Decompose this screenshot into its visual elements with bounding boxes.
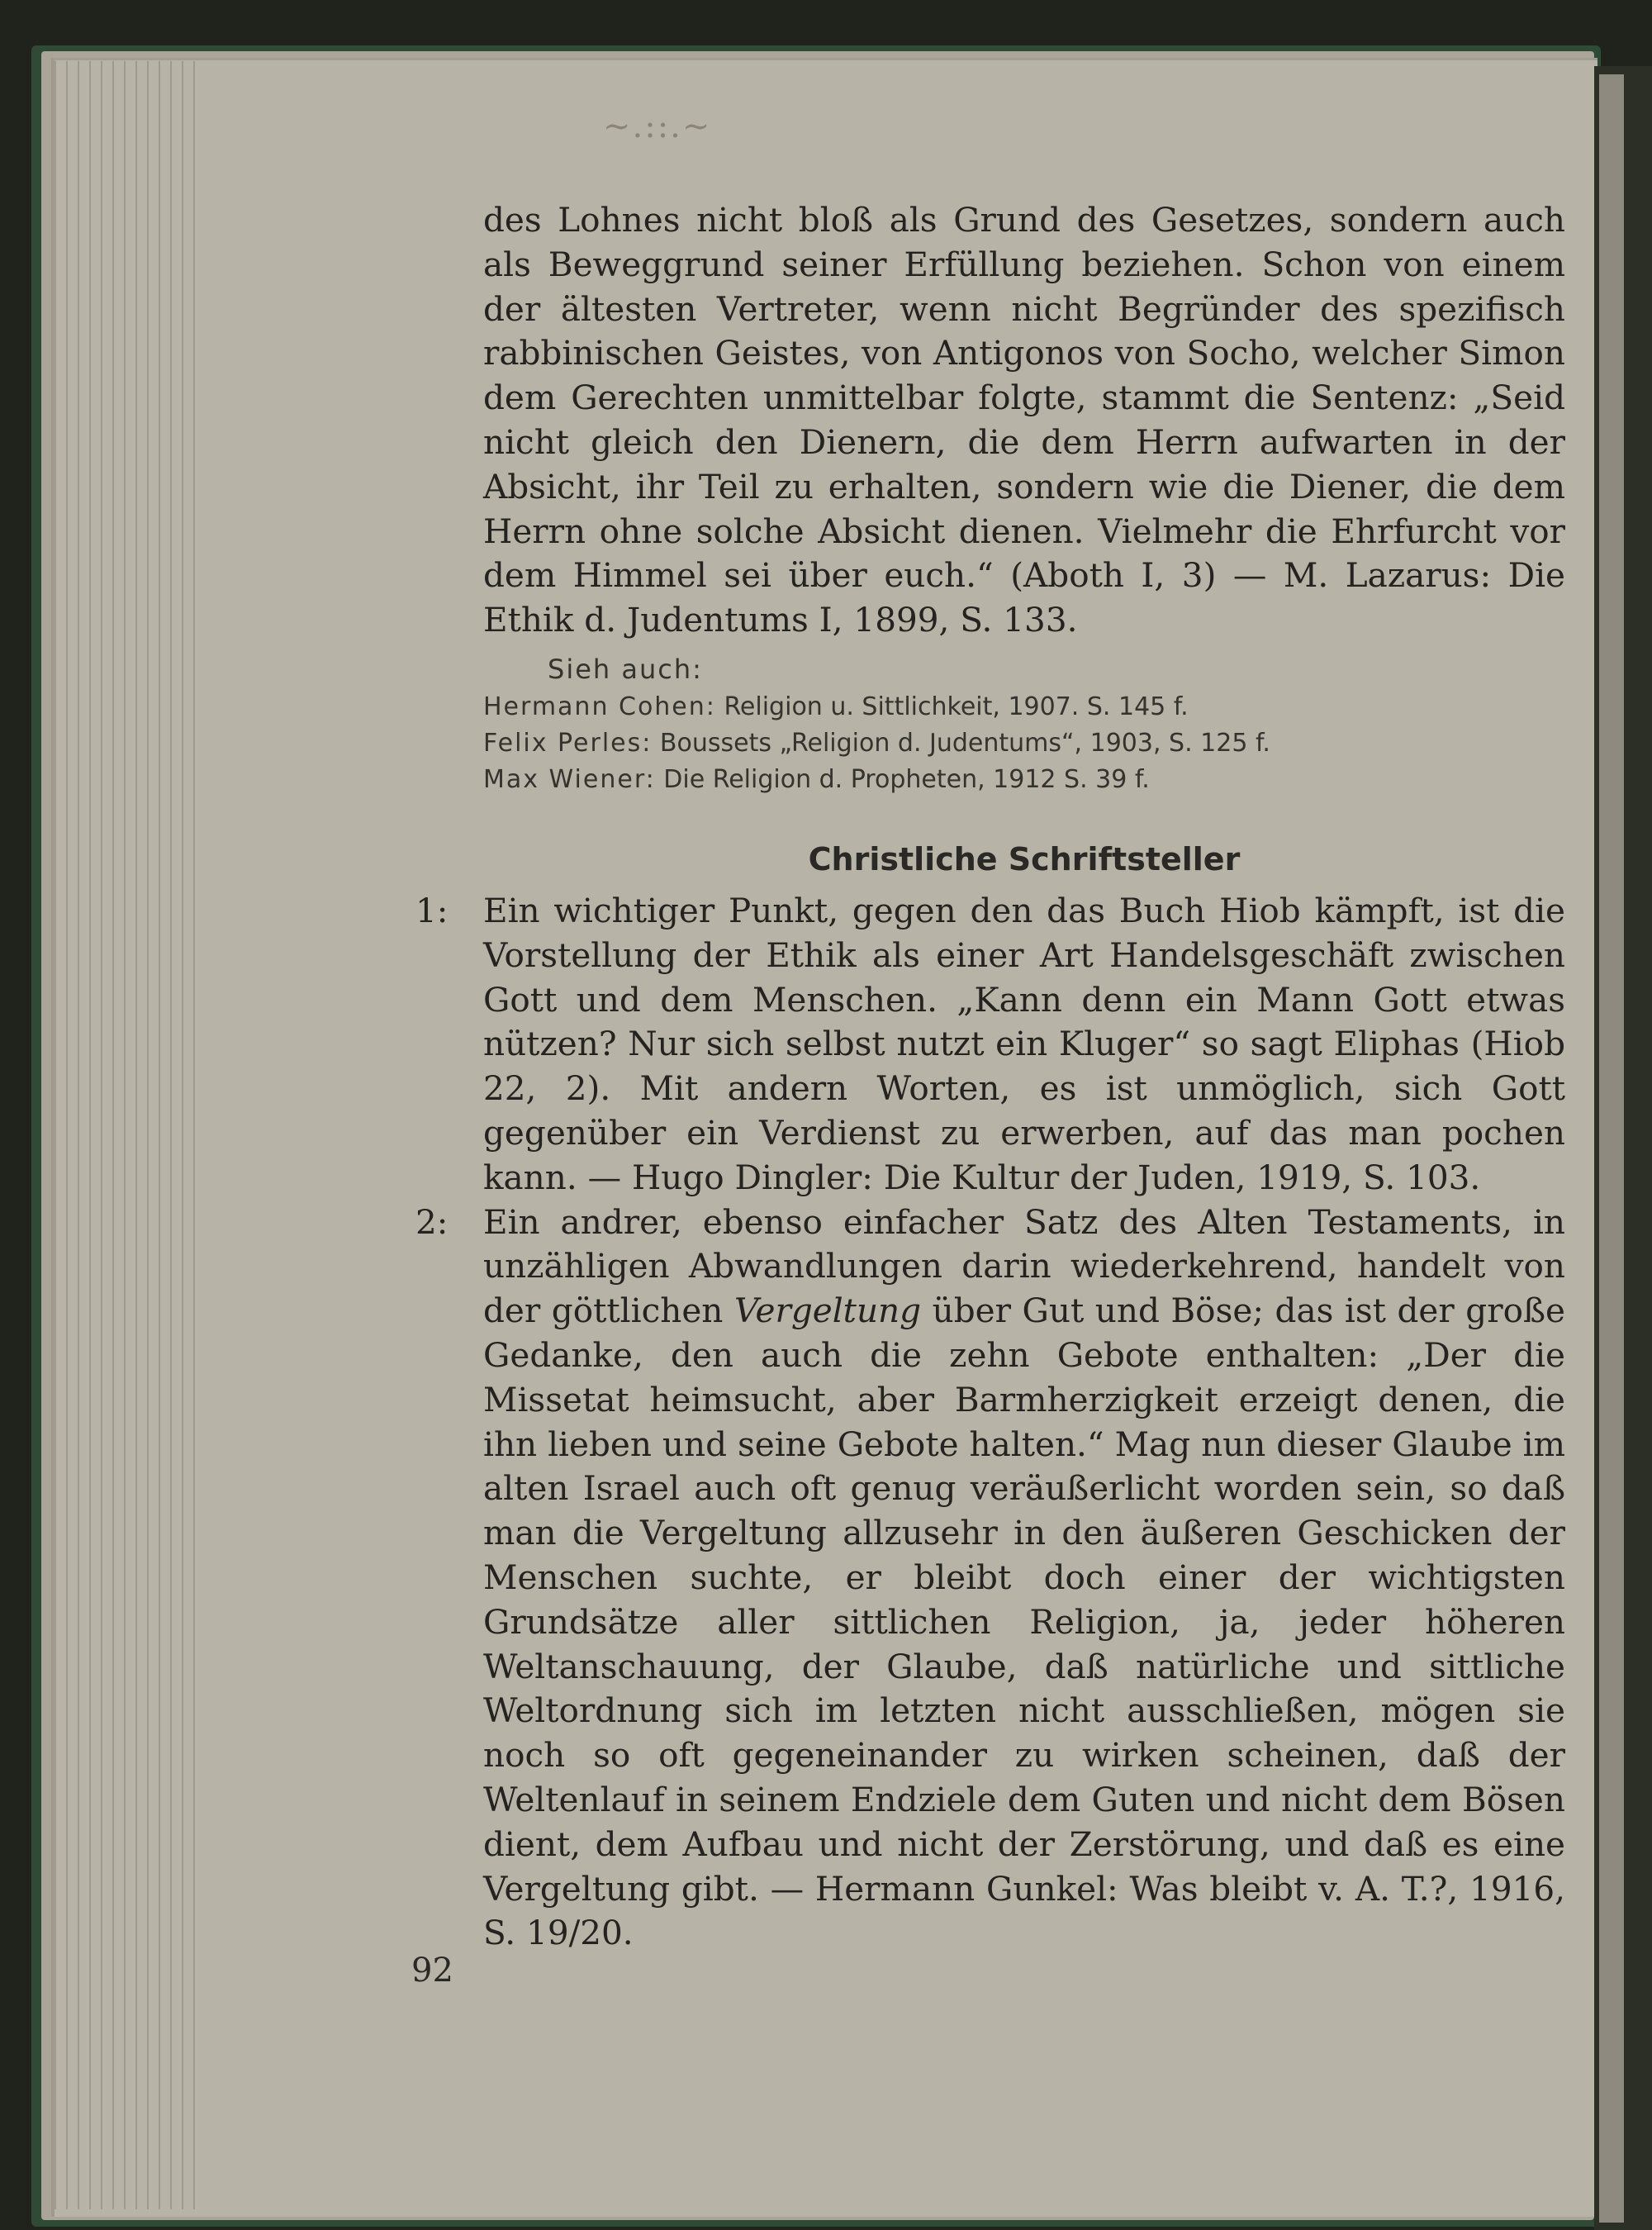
item-text-after: über Gut und Böse; das ist der große Gedanke, den auch die zehn Gebote enthalten: „Der die Missetat heimsucht, aber Barmherzigkeit erzeigt denen, die ihn lieben und seine Gebote halten.“ Mag nun dieser Glaube im alten Israel auch oft genug veräußerlicht worden sein, so daß man die Vergeltung allzusehr in den äußeren Geschicken der Menschen suchte, er bleibt doch einer der wichtigsten Grundsätze aller sittlichen Religion, ja, jeder höheren Weltanschauung, der Glaube, daß natürliche und sittliche Weltordnung sich im letzten nicht ausschließen, mögen sie noch so oft gegeneinander zu wirken scheinen, daß der Weltenlauf in seinem Endziele dem Guten und nicht dem Bösen dient, dem Aufbau und nicht der Zerstörung, und daß es eine Vergeltung gibt. — Hermann Gunkel: Was bleibt v. A. T.?, 1916, S. 19/20. <box>483 1291 1565 1953</box>
reference-author: Felix Perles: <box>483 728 653 758</box>
item-number: 2: <box>415 1201 449 1242</box>
page-edges <box>55 61 203 2209</box>
text-column <box>415 198 1565 1956</box>
item-text-before: Ein andrer, ebenso einfacher Satz des Alten Testaments, in unzähligen Abwandlungen darin wiederkehrend, handelt von der göttlichen <box>483 1201 1565 1331</box>
emphasized-term: Vergeltung <box>733 1291 922 1331</box>
continuation-paragraph: des Lohnes nicht bloß als Grund des Gesetzes, sondern auch als Beweggrund seiner Erfüllung beziehen. Schon von einem der ältesten Vertreter, wenn nicht Begründer des spezifisch rabbinischen Geistes, von Antigonos von Socho, welcher Simon dem Gerechten unmittelbar folgte, stammt die Sentenz: „Seid nicht gleich den Dienern, die dem Herrn aufwarten in der Absicht, ihr Teil zu erhalten, sondern wie die Diener, die dem Herrn ohne solche Absicht dienen. Vielmehr die Ehrfurcht vor dem Himmel sei über euch.“ (Aboth I, 3) — M. Lazarus: Die Ethik d. Judentums I, 1899, S. 133. <box>483 200 1565 640</box>
header-ornament: ~.::.~ <box>603 107 712 145</box>
see-also-label: Sieh auch: <box>548 653 703 685</box>
numbered-item <box>415 889 1565 1201</box>
item-text <box>483 1201 1565 1957</box>
reference-author: Max Wiener: <box>483 764 656 794</box>
reference-item <box>483 762 1565 798</box>
item-text: Ein wichtiger Punkt, gegen den das Buch Hiob kämpft, ist die Vorstellung der Ethik als einer Art Handelsgeschäft zwischen Gott und dem Menschen. „Kann denn ein Mann Gott etwas nützen? Nur sich selbst nutzt ein Kluger“ so sagt Eliphas (Hiob 22, 2). Mit andern Worten, es ist unmöglich, sich Gott gegenüber ein Verdienst zu erwerben, auf das man pochen kann. — Hugo Dingler: Die Kultur der Juden, 1919, S. 103. <box>483 890 1565 1197</box>
page-number: 92 <box>411 1952 453 1990</box>
next-leaf-edge <box>1599 74 1624 2223</box>
reference-item <box>483 725 1565 762</box>
reference-item <box>483 689 1565 725</box>
reference-work: Religion u. Sittlichkeit, 1907. S. 145 f. <box>724 692 1189 721</box>
section-heading: Christliche Schriftsteller <box>808 840 1241 877</box>
reference-work: Boussets „Religion d. Judentums“, 1903, S. 125 f. <box>659 728 1270 758</box>
item-number: 1: <box>415 890 449 930</box>
reference-author: Hermann Cohen: <box>483 692 716 721</box>
reference-work: Die Religion d. Propheten, 1912 S. 39 f. <box>663 764 1150 794</box>
numbered-item <box>415 1201 1565 1957</box>
